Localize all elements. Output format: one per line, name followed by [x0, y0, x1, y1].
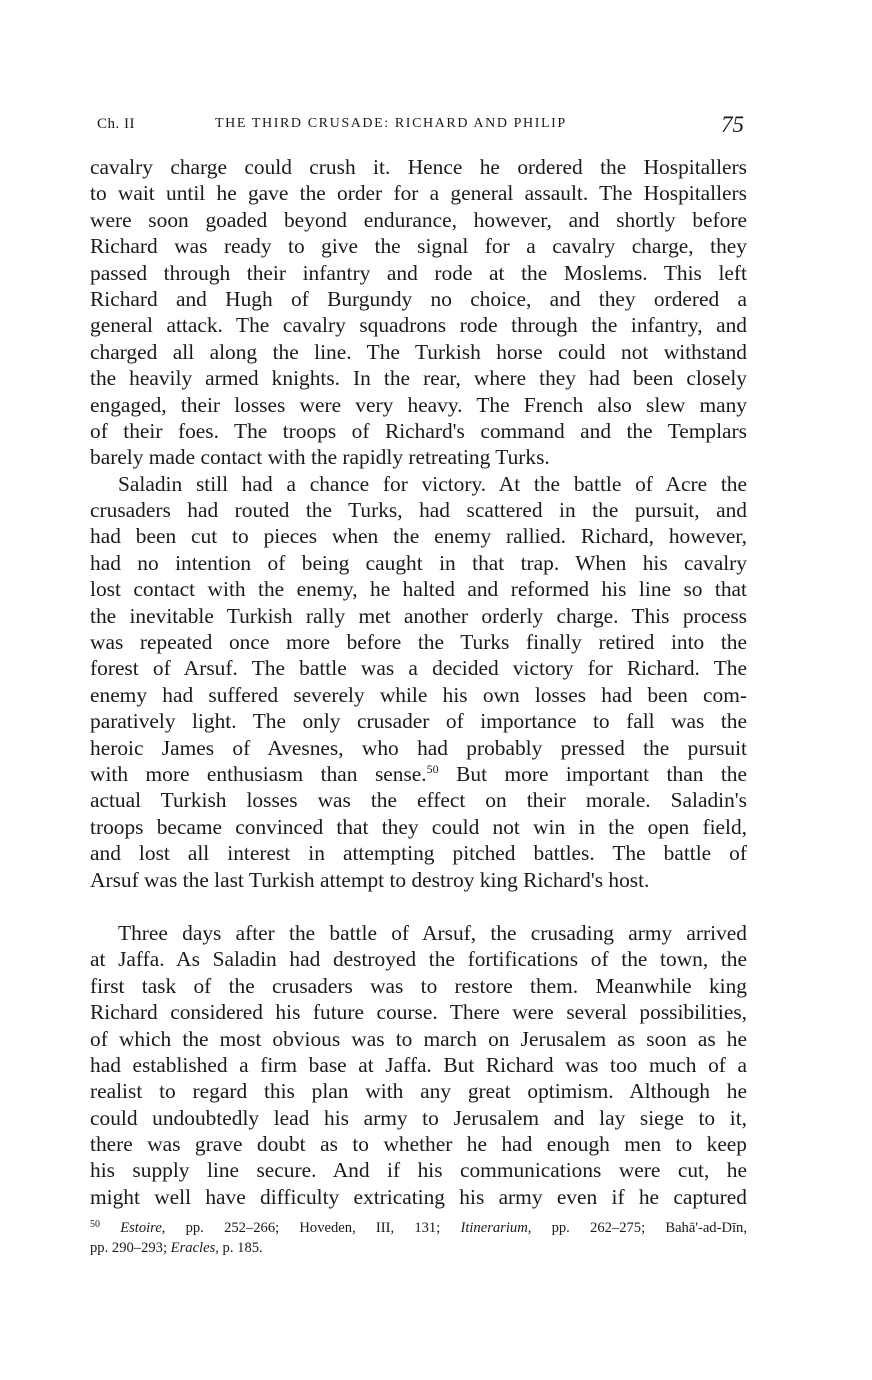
running-title: THE THIRD CRUSADE: RICHARD AND PHILIP: [215, 116, 567, 131]
text-line: charged all along the line. The Turkish horse could not withstand: [90, 339, 747, 364]
text-line: troops became convinced that they could not win in the open field,: [90, 814, 747, 839]
text-line: actual Turkish losses was the effect on their morale. Saladin's: [90, 788, 747, 813]
text-line: paratively light. The only crusader of importance to fall was the: [90, 709, 747, 734]
chapter-label: Ch. II: [97, 116, 135, 132]
text-line: general attack. The cavalry squadrons rode through the infantry, and: [90, 313, 747, 338]
text-line: his supply line secure. And if his communications were cut, he: [90, 1158, 747, 1183]
text-fragment: But more important than the: [438, 761, 747, 786]
text-line: might well have difficulty extricating his army even if he captured: [90, 1184, 747, 1209]
text-line: had no intention of being caught in that trap. When his cavalry: [90, 550, 747, 575]
source-title: Estoire,: [120, 1220, 166, 1236]
text-line: Saladin still had a chance for victory. At the battle of Acre the: [118, 471, 747, 496]
text-line: realist to regard this plan with any great optimism. Although he: [90, 1079, 747, 1104]
text-line: heroic James of Avesnes, who had probably pressed the pursuit: [90, 735, 747, 760]
text-line: were soon goaded beyond endurance, however, and shortly before: [90, 207, 747, 232]
text-line: could undoubtedly lead his army to Jerusalem and lay siege to it,: [90, 1105, 747, 1130]
text-line: forest of Arsuf. The battle was a decided victory for Richard. The: [90, 656, 747, 681]
section-gap: [90, 893, 747, 920]
paragraph: [90, 471, 747, 893]
text-line: of which the most obvious was to march on Jerusalem as soon as he: [90, 1026, 747, 1051]
text-line: cavalry charge could crush it. Hence he ordered the Hospitallers: [90, 155, 747, 179]
text-line: passed through their infantry and rode at the Moslems. This left: [90, 260, 747, 285]
page-number: 75: [721, 112, 744, 137]
paragraph: [90, 920, 747, 1210]
paragraph: [90, 154, 747, 471]
text-line: of their foes. The troops of Richard's command and the Templars: [90, 418, 747, 443]
text-line: at Jaffa. As Saladin had destroyed the fortifications of the town, the: [90, 947, 747, 972]
text-line: barely made contact with the rapidly retreating Turks.: [90, 445, 550, 470]
footnote-text: pp. 262–275; Bahā'-ad-Dīn,: [531, 1220, 747, 1236]
text-line: lost contact with the enemy, he halted and reformed his line so that: [90, 577, 747, 602]
text-line: the inevitable Turkish rally met another orderly charge. This process: [90, 603, 747, 628]
text-fragment: with more enthusiasm than sense.: [90, 761, 427, 786]
text-line-with-footnote: [90, 761, 747, 787]
text-line: had established a firm base at Jaffa. But Richard was too much of a: [90, 1052, 747, 1077]
source-title: Itinerarium,: [460, 1220, 532, 1236]
footnote-reference[interactable]: 50: [426, 761, 439, 776]
text-line: there was grave doubt as to whether he had enough men to keep: [90, 1132, 747, 1157]
text-line: Three days after the battle of Arsuf, the crusading army arrived: [118, 920, 747, 945]
text-line: and lost all interest in attempting pitched battles. The battle of: [90, 841, 747, 866]
footnote-text: p. 185.: [218, 1240, 263, 1256]
footnote-text: pp. 252–266; Hoveden, III, 131;: [165, 1220, 461, 1236]
running-header: [97, 112, 747, 140]
text-line: Richard considered his future course. There were several possibilities,: [90, 1000, 747, 1025]
footnote-line: [90, 1238, 747, 1258]
text-line: Richard was ready to give the signal for a cavalry charge, they: [90, 234, 747, 259]
source-title: Eracles,: [170, 1240, 219, 1256]
text-line: enemy had suffered severely while his own losses had been com-: [90, 682, 747, 707]
footnote-text: pp. 290–293;: [90, 1240, 171, 1256]
text-line: engaged, their losses were very heavy. The French also slew many: [90, 392, 747, 417]
text-line: had been cut to pieces when the enemy rallied. Richard, however,: [90, 524, 747, 549]
text-line: the heavily armed knights. In the rear, where they had been closely: [90, 366, 747, 391]
body-text: [90, 154, 747, 1210]
text-line: Arsuf was the last Turkish attempt to destroy king Richard's host.: [90, 867, 650, 892]
footnote-line: [90, 1218, 747, 1238]
text-line: crusaders had routed the Turks, had scattered in the pursuit, and: [90, 498, 747, 523]
footnote-number: 50: [90, 1219, 100, 1230]
text-line: Richard and Hugh of Burgundy no choice, and they ordered a: [90, 286, 747, 311]
footnote: [90, 1218, 747, 1258]
text-line: first task of the crusaders was to restore them. Meanwhile king: [90, 973, 747, 998]
text-line: to wait until he gave the order for a general assault. The Hospitallers: [90, 181, 747, 206]
text-line: was repeated once more before the Turks finally retired into the: [90, 630, 747, 655]
